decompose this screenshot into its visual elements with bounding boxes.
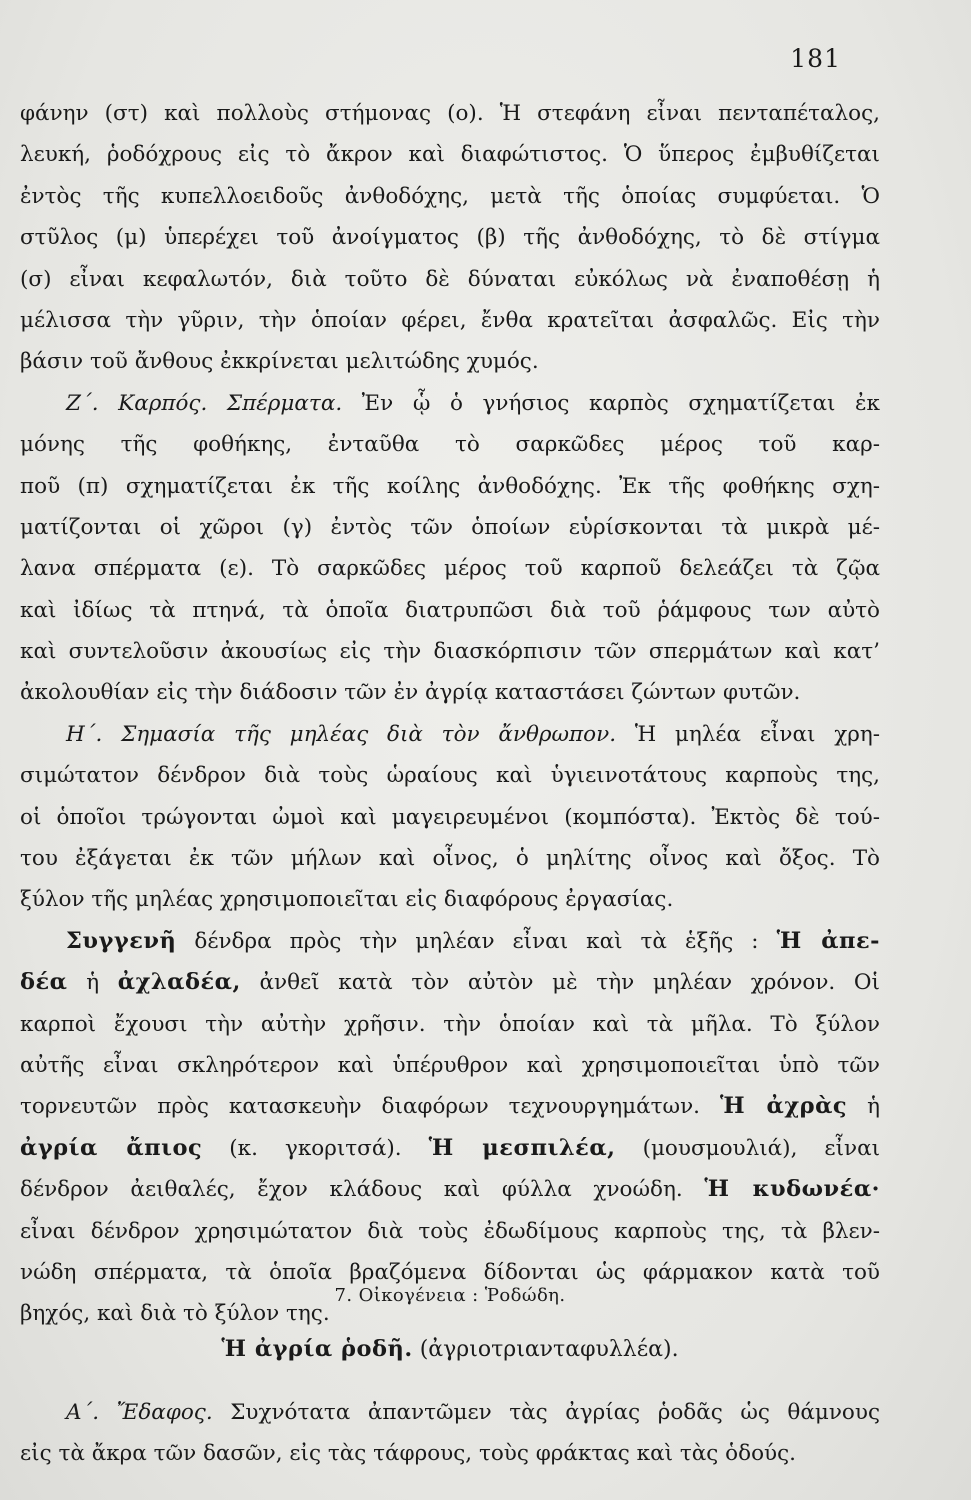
text-span: δένδρα πρὸς τὴν μηλέαν εἶναι καὶ τὰ ἑξῆς : <box>194 928 759 954</box>
text-line: μόνης τῆς φοθήκης, ἐνταῦθα τὸ σαρκῶδες μέρος τοῦ καρ- <box>20 432 880 458</box>
section-heading: Α΄. Ἔδαφος. <box>66 1400 213 1425</box>
page-number: 181 <box>790 44 841 73</box>
text-line: νώδη σπέρματα, τὰ ὁποῖα βραζόμενα δίδονται ὡς φάρμακον κατὰ τοῦ <box>20 1259 880 1285</box>
bold-term: Ἡ ἀχρὰς <box>719 1093 848 1120</box>
text-span: ἀνθεῖ κατὰ τὸν αὐτὸν μὲ τὴν μηλέαν χρόνον. Οἱ <box>259 970 880 996</box>
text-line: στῦλος (μ) ὑπερέχει τοῦ ἀνοίγματος (β) τῆς ἀνθοδόχης, τὸ δὲ στίγμα <box>20 225 880 251</box>
text-span: (μουσμουλιά), εἶναι <box>642 1135 880 1161</box>
text-line: λευκή, ῥοδόχρους εἰς τὸ ἄκρον καὶ διαφώτιστος. Ὁ ὕπερος ἐμβυθίζεται <box>20 142 880 168</box>
section-heading: Η΄. Σημασία τῆς μηλέας διὰ τὸν ἄνθρωπον. <box>66 721 617 747</box>
section-first-line <box>20 714 880 755</box>
bold-term: δέα <box>20 969 68 996</box>
text-line: φάνην (στ) καὶ πολλοὺς στήμονας (ο). Ἡ στεφάνη εἶναι πενταπέταλος, <box>20 101 880 126</box>
bold-term: Ἡ μεσπιλέα, <box>428 1134 616 1161</box>
text-span: δένδρον ἀειθαλές, ἔχον κλάδους καὶ φύλλα χνοώδη. <box>20 1177 683 1203</box>
bold-term: ἀγρία ἄπιος <box>20 1134 203 1161</box>
text-line: βάσιν τοῦ ἄνθους ἐκκρίνεται μελιτώδης χυμός. <box>20 349 539 375</box>
body-text <box>20 93 880 1335</box>
text-line <box>20 1086 880 1127</box>
text-span: (κ. γκοριτσά). <box>229 1135 402 1161</box>
text-line: ἀκολουθίαν εἰς τὴν διάδοσιν τῶν ἐν ἀγρίᾳ καταστάσει ζώντων φυτῶν. <box>20 680 801 706</box>
text-line: λανα σπέρματα (ε). Τὸ σαρκῶδες μέρος τοῦ καρποῦ δελεάζει τὰ ζῷα <box>20 556 880 582</box>
text-line <box>20 1169 880 1210</box>
text-span: Ἡ μηλέα εἶναι χρη- <box>634 721 880 747</box>
text-line: εἶναι δένδρον χρησιμώτατον διὰ τοὺς ἐδωδίμους καρποὺς της, τὰ βλεν- <box>20 1218 880 1244</box>
text-line: του ἐξάγεται ἐκ τῶν μήλων καὶ οἶνος, ὁ μηλίτης οἶνος καὶ ὄξος. Τὸ <box>20 846 880 872</box>
text-span: Ἐν ᾧ ὁ γνήσιος καρπὸς σχηματίζεται ἐκ <box>361 390 880 416</box>
text-line: καὶ ἰδίως τὰ πτηνά, τὰ ὁποῖα διατρυπῶσι διὰ τοῦ ῥάμφους των αὐτὸ <box>20 597 880 623</box>
text-line: οἱ ὁποῖοι τρώγονται ὠμοὶ καὶ μαγειρευμένοι (κομπόστα). Ἐκτὸς δὲ τού- <box>20 804 880 830</box>
text-line: καὶ συντελοῦσιν ἀκουσίως εἰς τὴν διασκόρπισιν τῶν σπερμάτων καὶ κατ’ <box>20 639 880 665</box>
text-span: ἡ <box>867 1094 880 1120</box>
bold-term: Ἡ ἀπε- <box>776 927 880 954</box>
text-line: (σ) εἶναι κεφαλωτόν, διὰ τοῦτο δὲ δύναται εὐκόλως νὰ ἐναποθέσῃ ἡ <box>20 266 880 292</box>
text-span: ἡ <box>86 970 100 996</box>
species-heading <box>0 1336 900 1362</box>
text-line: βηχός, καὶ διὰ τὸ ξύλον της. <box>20 1301 330 1327</box>
text-line: αὐτῆς εἶναι σκληρότερον καὶ ὑπέρυθρον καὶ χρησιμοποιεῖται ὑπὸ τῶν <box>20 1052 880 1078</box>
text-line: ματίζονται οἱ χῶροι (γ) ἐντὸς τῶν ὁποίων εὑρίσκονται τὰ μικρὰ μέ- <box>20 514 880 540</box>
bold-term: ἀχλαδέα, <box>117 969 241 996</box>
bold-term: Ἡ κυδωνέα· <box>704 1176 880 1203</box>
text-span: Συχνότατα ἀπαντῶμεν τὰς ἀγρίας ῥοδᾶς ὡς θάμνους <box>230 1400 880 1425</box>
last-paragraph <box>20 1392 880 1475</box>
text-line: ἐντὸς τῆς κυπελλοειδοῦς ἀνθοδόχης, μετὰ τῆς ὁποίας συμφύεται. Ὁ <box>20 183 880 209</box>
species-name: Ἡ ἀγρία ῥοδῆ. <box>221 1336 413 1362</box>
text-line <box>20 1128 880 1169</box>
section-first-line <box>20 1392 880 1433</box>
text-line: μέλισσα τὴν γῦριν, τὴν ὁποίαν φέρει, ἔνθα κρατεῖται ἀσφαλῶς. Εἰς τὴν <box>20 307 880 333</box>
bold-term: Συγγενῆ <box>66 927 177 954</box>
text-line: ποῦ (π) σχηματίζεται ἐκ τῆς κοίλης ἀνθοδόχης. Ἐκ τῆς φοθήκης σχη- <box>20 473 880 499</box>
text-line: ξύλον τῆς μηλέας χρησιμοποιεῖται εἰς διαφόρους ἐργασίας. <box>20 887 674 913</box>
section-heading: Ζ΄. Καρπός. Σπέρματα. <box>66 390 343 416</box>
text-span: τορνευτῶν πρὸς κατασκευὴν διαφόρων τεχνουργημάτων. <box>20 1094 700 1120</box>
text-line <box>20 921 880 962</box>
text-line <box>20 962 880 1003</box>
section-first-line <box>20 383 880 424</box>
species-alt-name: (ἀγριοτριανταφυλλέα). <box>419 1337 679 1362</box>
text-line: σιμώτατον δένδρον διὰ τοὺς ὡραίους καὶ ὑγιεινοτάτους καρποὺς της, <box>20 763 880 789</box>
text-line: εἰς τὰ ἄκρα τῶν δασῶν, εἰς τὰς τάφρους, τοὺς φράκτας καὶ τὰς ὁδούς. <box>20 1441 796 1467</box>
family-heading: 7. Οἰκογένεια : Ῥοδώδη. <box>334 1285 566 1306</box>
text-line: καρποὶ ἔχουσι τὴν αὐτὴν χρῆσιν. τὴν ὁποίαν καὶ τὰ μῆλα. Τὸ ξύλον <box>20 1011 880 1037</box>
